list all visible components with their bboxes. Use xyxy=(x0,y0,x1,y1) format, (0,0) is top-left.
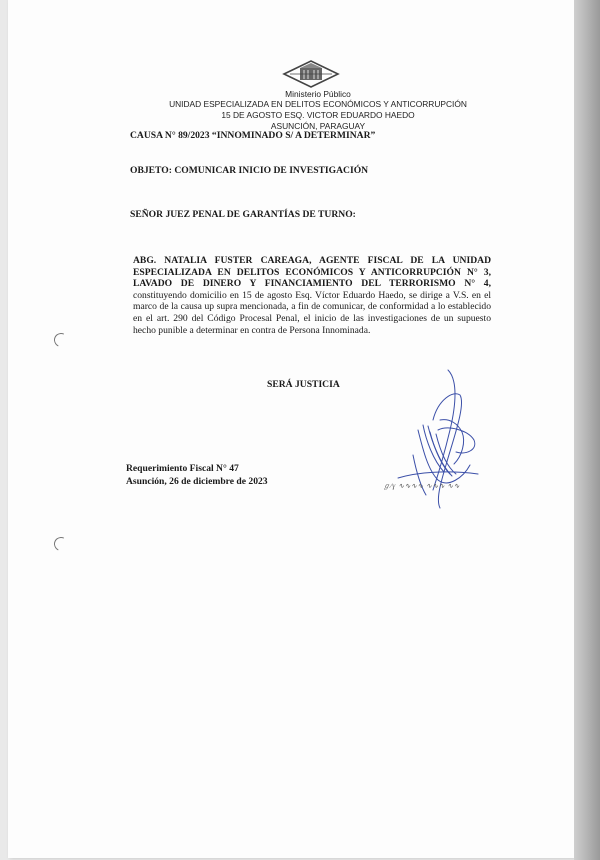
closing-line: SERÁ JUSTICIA xyxy=(267,379,340,390)
document-page xyxy=(8,0,574,858)
header-address: 15 DE AGOSTO ESQ. VICTOR EDUARDO HAEDO xyxy=(221,110,415,120)
requerimiento-line: Requerimiento Fiscal N° 47 xyxy=(126,463,239,474)
ministerio-publico-logo-icon xyxy=(282,60,340,88)
header-institution: Ministerio Público xyxy=(285,89,351,99)
header-city: ASUNCIÓN, PARAGUAY xyxy=(270,121,366,131)
addressee-line: SEÑOR JUEZ PENAL DE GARANTÍAS DE TURNO: xyxy=(130,209,356,220)
signature-caption-scribble: ℊ∕ɣ ∿∿∿∿ ∿∿∿ ∿∿ xyxy=(383,482,461,490)
date-line: Asunción, 26 de diciembre de 2023 xyxy=(126,476,268,487)
body-regular-text: constituyendo domicilio en 15 de agosto Esq. Víctor Eduardo Haedo, se dirige a V.S. en el marco de la causa up supra mencionada, a fin de comunicar, de conformidad a lo establecido en el art. 290 del Código Procesal Penal, el inicio de las investigaciones de un supuesto hecho punible a determinar en contra de Persona Innominada. xyxy=(133,289,491,336)
signature-icon xyxy=(378,360,508,520)
body-paragraph xyxy=(133,255,491,336)
objeto-line: OBJETO: COMUNICAR INICIO DE INVESTIGACIÓN xyxy=(130,165,369,176)
punch-hole-top xyxy=(52,331,70,349)
header-unit: UNIDAD ESPECIALIZADA EN DELITOS ECONÓMICOS Y ANTICORRUPCIÓN xyxy=(169,99,467,109)
page-edge-shadow xyxy=(574,0,600,860)
causa-line: CAUSA N° 89/2023 “INNOMINADO S/ A DETERMINAR” xyxy=(130,130,376,141)
body-bold-text: ABG. NATALIA FUSTER CAREAGA, AGENTE FISCAL DE LA UNIDAD ESPECIALIZADA EN DELITOS ECONÓMICOS Y ANTICORRUPCIÓN N° 3, LAVADO DE DINERO Y FINANCIAMIENTO DEL TERRORISMO N° 4, xyxy=(133,255,491,290)
punch-hole-bottom xyxy=(52,535,70,553)
